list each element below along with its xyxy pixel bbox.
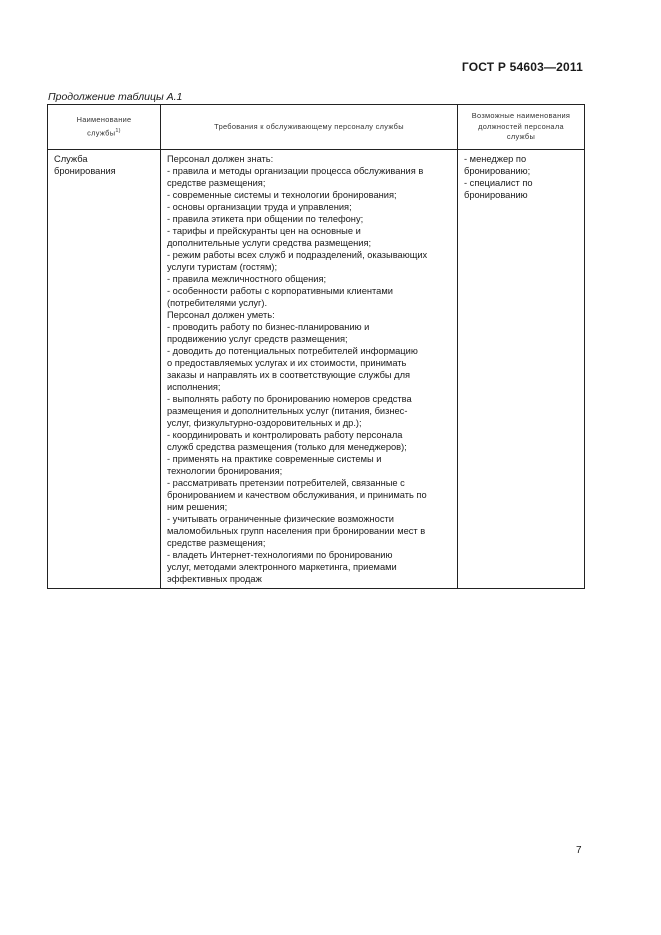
table-row <box>48 150 585 589</box>
header-line: Требования к обслуживающему персоналу службы <box>214 121 404 131</box>
table-header-row <box>48 105 585 150</box>
text-line: - режим работы всех служб и подразделений, оказывающих <box>167 250 428 260</box>
table-continuation-caption: Продолжение таблицы А.1 <box>48 91 183 103</box>
text-line: заказы и направлять их в соответствующие службы для <box>167 370 411 380</box>
text-line: - правила этикета при общении по телефону; <box>167 214 364 224</box>
text-line: бронированию <box>464 190 528 200</box>
text-line: - рассматривать претензии потребителей, связанные с <box>167 478 405 488</box>
text-line: бронированием и качеством обслуживания, и принимать по <box>167 490 427 500</box>
text-line: маломобильных групп населения при бронировании мест в <box>167 526 426 536</box>
text-line: размещения и дополнительных услуг (питания, бизнес- <box>167 406 408 416</box>
text-line: средстве размещения; <box>167 538 266 548</box>
text-line: услуги туристам (гостям); <box>167 262 278 272</box>
text-line: (потребителями услуг). <box>167 298 268 308</box>
text-line: Персонал должен знать: <box>167 154 274 164</box>
text-line: - владеть Интернет-технологиями по бронированию <box>167 550 393 560</box>
document-id: ГОСТ Р 54603—2011 <box>461 60 583 74</box>
text-line: эффективных продаж <box>167 574 262 584</box>
text-line: о предоставляемых услугах и их стоимости, принимать <box>167 358 407 368</box>
header-line: службы <box>506 132 536 142</box>
text-line: - особенности работы с корпоративными клиентами <box>167 286 393 296</box>
text-line: - современные системы и технологии бронирования; <box>167 190 397 200</box>
text-line: - проводить работу по бизнес-планированию и <box>167 322 370 332</box>
positions-cell <box>458 150 585 589</box>
text-line: - правила и методы организации процесса обслуживания в <box>167 166 424 176</box>
text-line: - правила межличностного общения; <box>167 274 327 284</box>
text-line: технологии бронирования; <box>167 466 283 476</box>
header-service-name <box>48 105 161 150</box>
text-line: Персонал должен уметь: <box>167 310 275 320</box>
text-line: - применять на практике современные системы и <box>167 454 382 464</box>
text-line: - доводить до потенциальных потребителей информацию <box>167 346 418 356</box>
requirements-table <box>47 104 585 589</box>
text-line: - основы организации труда и управления; <box>167 202 352 212</box>
text-line: - выполнять работу по бронированию номеров средства <box>167 394 412 404</box>
text-line: - координировать и контролировать работу персонала <box>167 430 403 440</box>
text-line: - специалист по <box>464 178 533 188</box>
header-line: Возможные наименования <box>471 111 571 121</box>
header-line: должностей персонала <box>478 121 564 131</box>
header-positions <box>458 105 585 150</box>
text-line: Служба <box>54 154 88 164</box>
text-line: бронирования <box>54 166 116 176</box>
text-line: дополнительные услуги средства размещения; <box>167 238 372 248</box>
text-line: бронированию; <box>464 166 531 176</box>
requirements-cell <box>161 150 458 589</box>
text-line: услуг, физкультурно-оздоровительных и др.); <box>167 418 362 428</box>
header-line: службы <box>87 128 116 138</box>
text-line: средстве размещения; <box>167 178 266 188</box>
footnote-marker: 1) <box>115 127 121 134</box>
service-name-cell <box>48 150 161 589</box>
text-line: услуг, методами электронного маркетинга, приемами <box>167 562 397 572</box>
text-line: исполнения; <box>167 382 221 392</box>
header-line: Наименование <box>76 115 132 125</box>
text-line: продвижению услуг средств размещения; <box>167 334 348 344</box>
page-number: 7 <box>576 845 582 856</box>
text-line: служб средства размещения (только для менеджеров); <box>167 442 407 452</box>
text-line: ним решения; <box>167 502 228 512</box>
header-requirements <box>161 105 458 150</box>
text-line: - менеджер по <box>464 154 527 164</box>
text-line: - учитывать ограниченные физические возможности <box>167 514 394 524</box>
text-line: - тарифы и прейскуранты цен на основные и <box>167 226 361 236</box>
